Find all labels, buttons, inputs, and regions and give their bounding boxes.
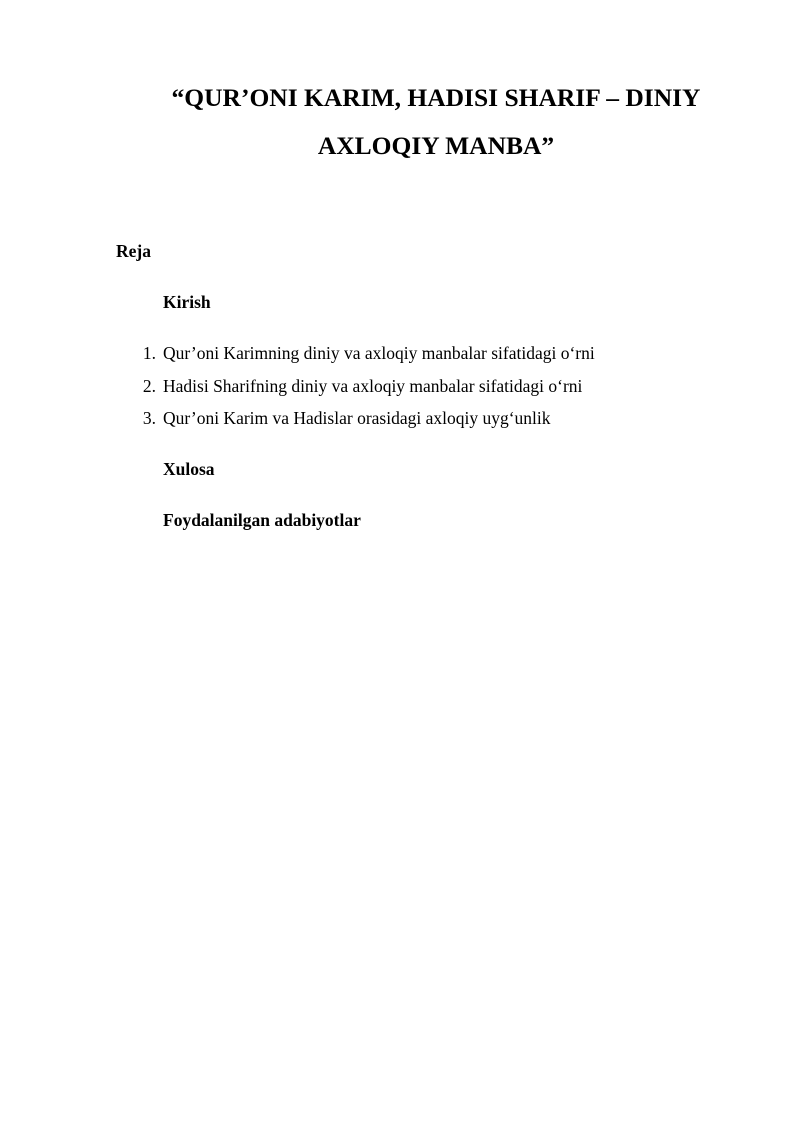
list-item-text: Qur’oni Karim va Hadislar orasidagi axloqiy uyg‘unlik <box>163 408 551 428</box>
plan-heading: Reja <box>116 241 151 261</box>
title-line-1: “QUR’ONI KARIM, HADISI SHARIF – DINIY <box>171 83 701 112</box>
list-item-text: Hadisi Sharifning diniy va axloqiy manbalar sifatidagi o‘rni <box>163 375 583 396</box>
list-item-number: 1. <box>142 343 156 363</box>
document-title <box>116 74 756 170</box>
list-item-text: Qur’oni Karimning diniy va axloqiy manbalar sifatidagi o‘rni <box>163 343 595 363</box>
conclusion-heading: Xulosa <box>163 459 215 479</box>
list-item-number: 3. <box>142 408 156 428</box>
list-item-number: 2. <box>142 375 156 396</box>
references-heading: Foydalanilgan adabiyotlar <box>163 510 361 530</box>
intro-heading: Kirish <box>163 292 211 312</box>
title-line-2: AXLOQIY MANBA” <box>317 131 555 160</box>
